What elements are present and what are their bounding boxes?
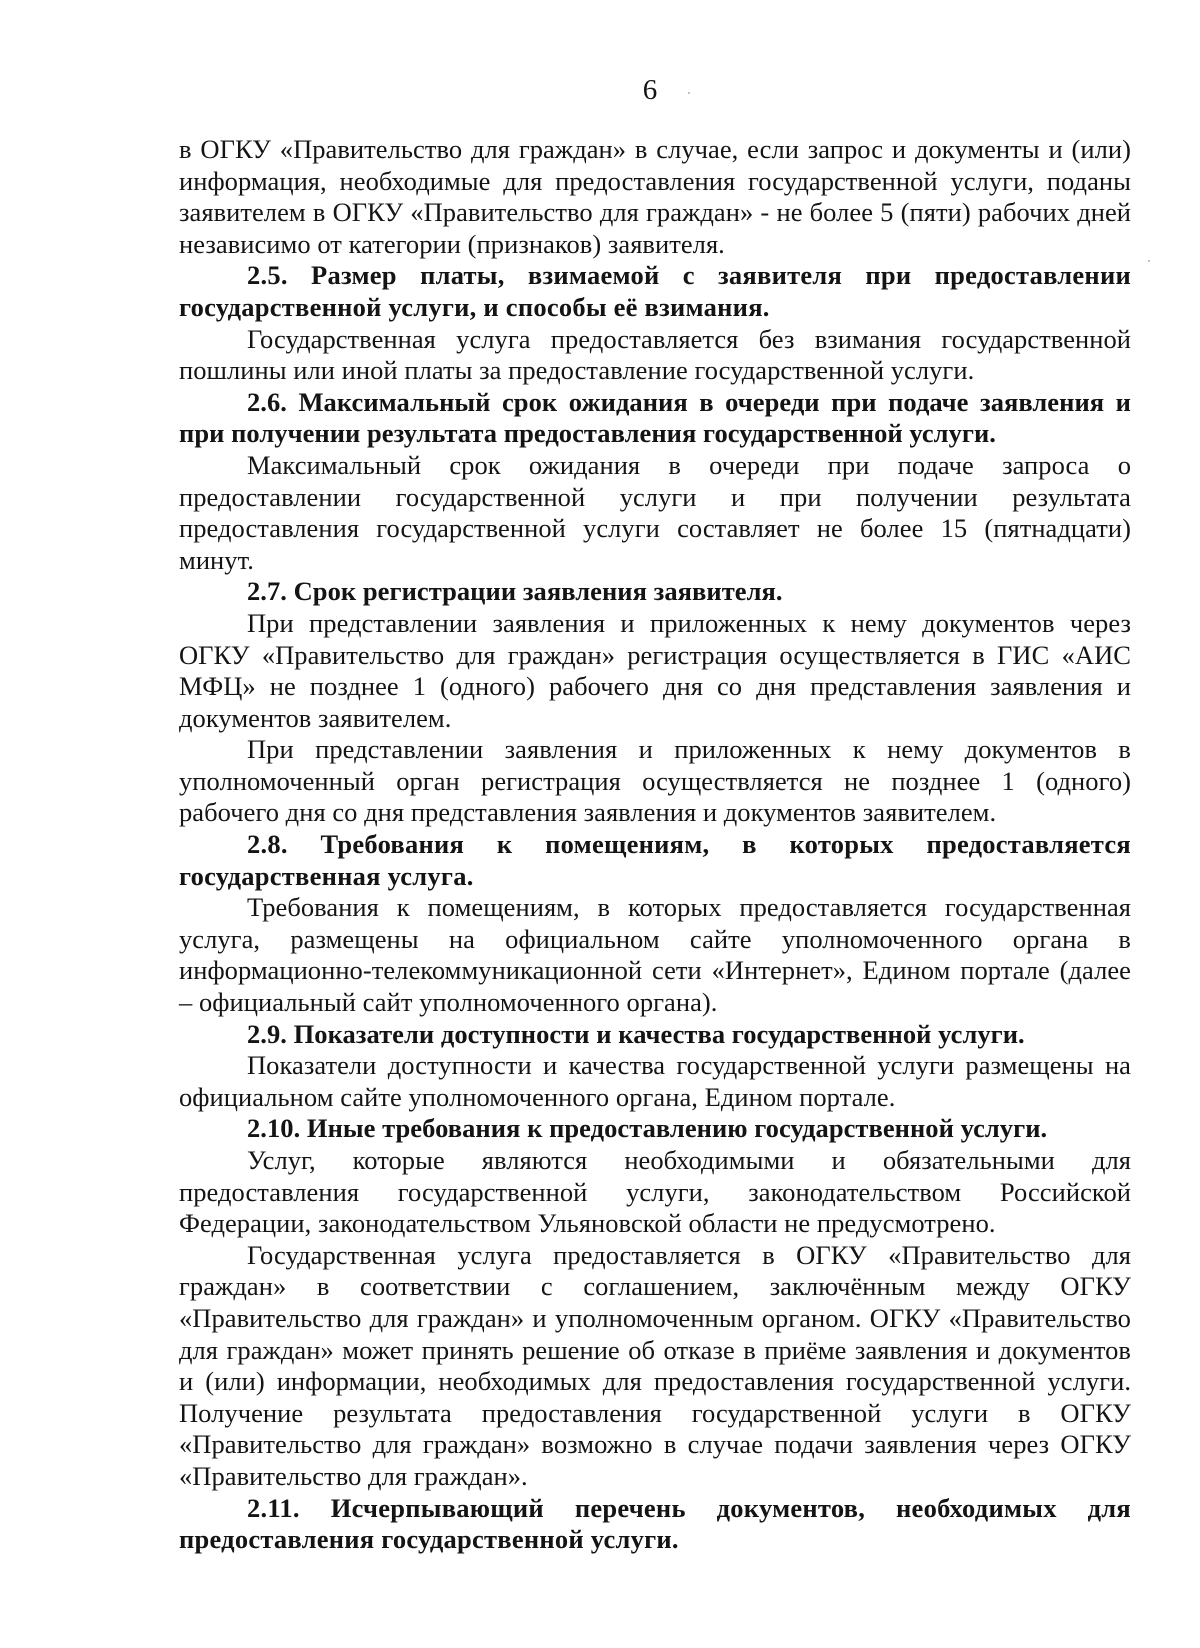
heading-2-10-other-requirements: 2.10. Иные требования к предоставлению государственной услуги. xyxy=(247,1113,1048,1144)
paragraph-mfc-agreement: Государственная услуга предоставляется в ОГКУ «Правительство для граждан» в соответствии с соглашением, заключённым между ОГКУ «Правительство для граждан» и уполномоченным органом. ОГКУ «Правительство для граждан» может принять решение об отказе в приёме заявления и документов и (или) информации, необходимых для предоставления государственной услуги. Получение результата предоставления государственной услуги в ОГКУ «Правительство для граждан» возможно в случае подачи заявления через ОГКУ «Правительство для граждан». xyxy=(179,1239,1131,1491)
paragraph-required-services: Услуг, которые являются необходимыми и обязательными для предоставления государственной услуги, законодательством Российской Федерации, законодательством Ульяновской области не предусмотрено. xyxy=(179,1145,1131,1239)
heading-2-5-fee: 2.5. Размер платы, взимаемой с заявителя при предоставлении государственной услуги, и способы её взимания. xyxy=(179,260,1131,322)
scan-speck xyxy=(688,92,690,94)
paragraph-premises: Требования к помещениям, в которых предоставляется государственная услуга, размещены на официальном сайте уполномоченного органа в информационно-телекоммуникационной сети «Интернет», Едином портале (далее – официальный сайт уполномоченного органа). xyxy=(179,892,1131,1018)
heading-2-8-premises: 2.8. Требования к помещениям, в которых предоставляется государственная услуга. xyxy=(179,829,1131,891)
heading-2-9-accessibility: 2.9. Показатели доступности и качества государственной услуги. xyxy=(247,1018,1025,1049)
paragraph-registration-authority: При представлении заявления и приложенных к нему документов в уполномоченный орган регистрация осуществляется не позднее 1 (одного) рабочего дня со дня представления заявления и документов заявителем. xyxy=(179,734,1131,828)
heading-2-6-queue: 2.6. Максимальный срок ожидания в очереди при подаче заявления и при получении результата предоставления государственной услуги. xyxy=(179,386,1131,449)
paragraph-queue: Максимальный срок ожидания в очереди при подаче запроса о предоставлении государственной услуги и при получении результата предоставления государственной услуги составляет не более 15 (пятнадцати) минут. xyxy=(179,449,1131,575)
scan-speck xyxy=(1148,260,1150,262)
paragraph-continuation: в ОГКУ «Правительство для граждан» в случае, если запрос и документы и (или) информация, необходимые для предоставления государственной услуги, поданы заявителем в ОГКУ «Правительство для граждан» - не более 5 (пяти) рабочих дней независимо от категории (признаков) заявителя. xyxy=(179,134,1131,259)
page-number: 6 xyxy=(642,74,658,106)
heading-2-7-registration: 2.7. Срок регистрации заявления заявителя. xyxy=(247,576,783,607)
heading-2-11-documents: 2.11. Исчерпывающий перечень документов, необходимых для предоставления государственной услуги. xyxy=(179,1492,1131,1555)
paragraph-registration-mfc: При представлении заявления и приложенных к нему документов через ОГКУ «Правительство для граждан» регистрация осуществляется в ГИС «АИС МФЦ» не позднее 1 (одного) рабочего дня со дня представления заявления и документов заявителем. xyxy=(179,607,1131,733)
paragraph-accessibility: Показатели доступности и качества государственной услуги размещены на официальном сайте уполномоченного органа, Едином портале. xyxy=(179,1050,1131,1112)
paragraph-fee: Государственная услуга предоставляется без взимания государственной пошлины или иной платы за предоставление государственной услуги. xyxy=(179,323,1131,386)
document-body xyxy=(179,134,1131,1556)
